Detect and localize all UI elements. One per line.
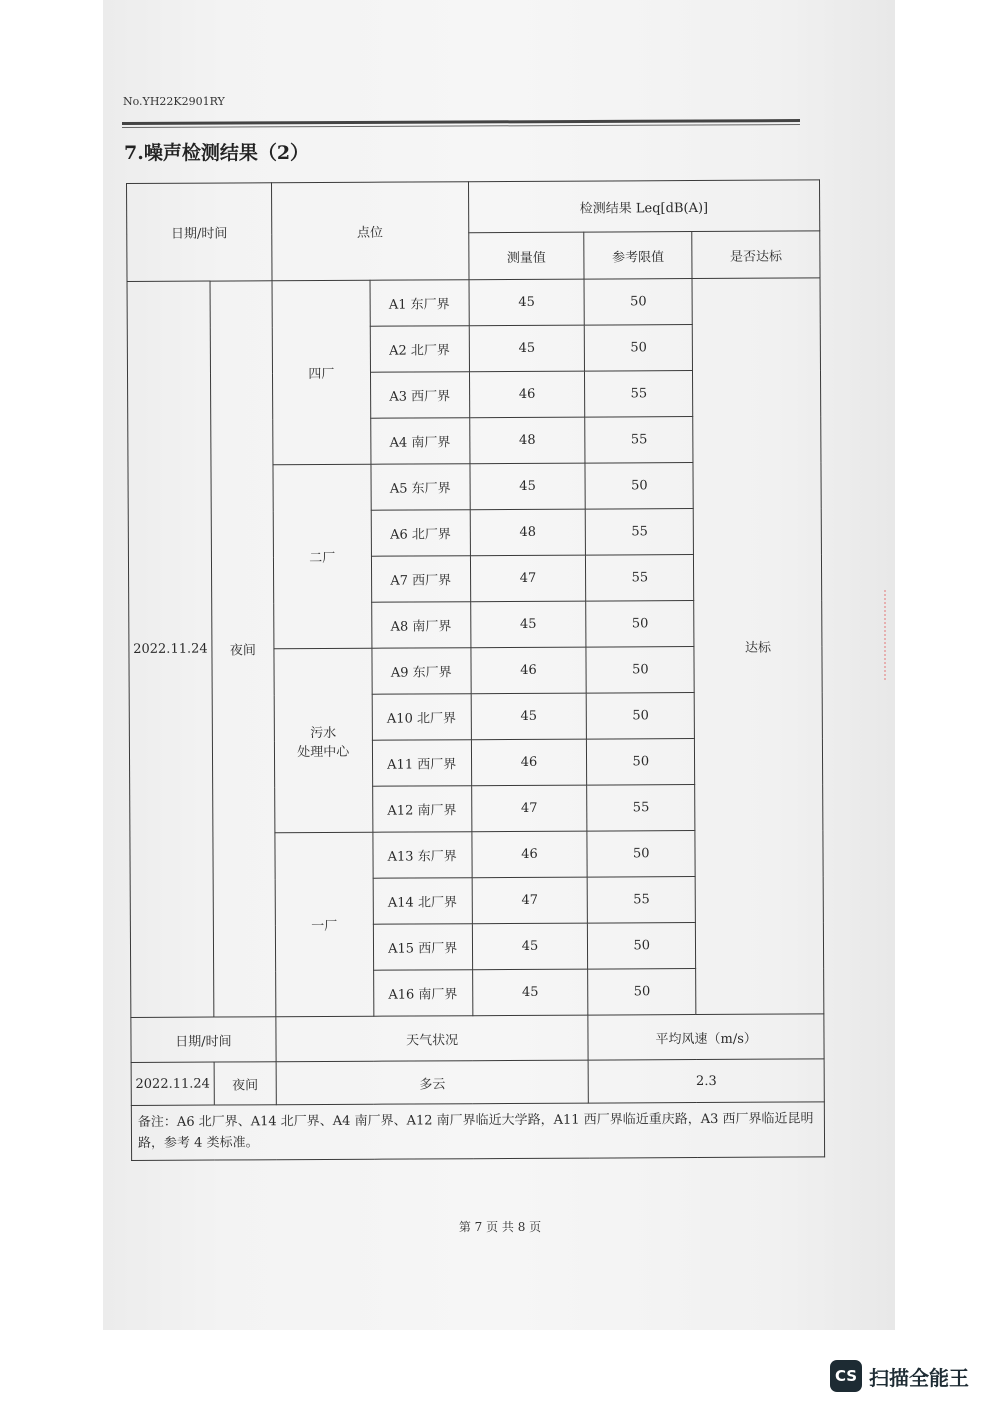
limit-cell: 55: [585, 417, 693, 464]
measured-cell: 47: [471, 785, 587, 832]
scanner-brand: [830, 1359, 969, 1393]
point-cell: A13 东厂界: [373, 832, 472, 879]
noise-results-table-wrapper: [126, 179, 825, 1161]
document-number: No.YH22K2901RY: [123, 95, 225, 108]
point-cell: A14 北厂界: [373, 878, 472, 925]
measured-cell: 45: [469, 325, 585, 372]
point-cell: A3 西厂界: [370, 372, 469, 419]
limit-cell: 50: [584, 279, 692, 326]
measured-cell: 48: [469, 417, 585, 464]
measured-cell: 45: [469, 279, 585, 326]
measured-cell: 46: [471, 739, 587, 786]
page-footer: 第 7 页 共 8 页: [458, 1220, 542, 1234]
note-text: 备注：A6 北厂界、A14 北厂界、A4 南厂界、A12 南厂界临近大学路，A11 西厂界临近重庆路，A3 西厂界临近昆明路，参考 4 类标准。: [131, 1102, 824, 1161]
limit-cell: 55: [586, 555, 694, 602]
noise-results-table: [126, 179, 825, 1161]
point-cell: A10 北厂界: [372, 694, 471, 741]
measured-cell: 46: [469, 371, 585, 418]
section-title: 7.噪声检测结果（2）: [124, 142, 310, 164]
date-cell: 2022.11.24: [127, 281, 214, 1017]
period-cell: 夜间: [210, 281, 276, 1017]
measured-cell: 45: [472, 969, 588, 1016]
limit-cell: 50: [587, 831, 695, 878]
group-name-line2: 处理中心: [297, 744, 350, 760]
header-row-1: [127, 180, 820, 235]
note-row: [131, 1102, 824, 1161]
header-point: 点位: [271, 182, 468, 281]
point-cell: A2 北厂界: [370, 326, 469, 373]
measured-cell: 45: [470, 463, 586, 510]
group-name-line1: 污水: [310, 725, 337, 741]
group-name: 二厂: [273, 464, 372, 649]
limit-cell: 50: [588, 923, 696, 970]
header-result: 检测结果 Leq[dB(A)]: [468, 180, 820, 233]
point-cell: A15 西厂界: [373, 924, 472, 971]
weather-period: 夜间: [214, 1062, 276, 1105]
wind-value: 2.3: [588, 1059, 824, 1103]
group-name: [274, 648, 373, 833]
weather-header-date-time: 日期/时间: [131, 1017, 276, 1063]
limit-cell: 50: [586, 601, 694, 648]
measured-cell: 45: [470, 601, 586, 648]
limit-cell: 55: [586, 509, 694, 556]
group-name: 一厂: [275, 832, 374, 1017]
point-cell: A8 南厂界: [371, 602, 470, 649]
limit-cell: 50: [585, 325, 693, 372]
measured-cell: 47: [472, 877, 588, 924]
measured-cell: 46: [471, 831, 587, 878]
point-cell: A6 北厂界: [371, 510, 470, 557]
header-compliant: 是否达标: [692, 231, 820, 279]
limit-cell: 50: [585, 463, 693, 510]
point-cell: A4 南厂界: [370, 418, 469, 465]
point-cell: A16 南厂界: [373, 970, 472, 1017]
header-limit: 参考限值: [584, 232, 692, 280]
table-row: [127, 278, 820, 328]
header-date-time: 日期/时间: [127, 183, 272, 282]
point-cell: A5 东厂界: [371, 464, 470, 511]
measured-cell: 45: [471, 693, 587, 740]
weather-value: 多云: [276, 1060, 589, 1105]
point-cell: A12 南厂界: [372, 786, 471, 833]
limit-cell: 50: [586, 647, 694, 694]
limit-cell: 55: [587, 877, 695, 924]
brand-logo-icon: CS: [830, 1360, 862, 1392]
measured-cell: 45: [472, 923, 588, 970]
measured-cell: 48: [470, 509, 586, 556]
measured-cell: 47: [470, 555, 586, 602]
brand-name: 扫描全能王: [869, 1365, 969, 1390]
limit-cell: 55: [585, 371, 693, 418]
weather-header-wind: 平均风速（m/s）: [588, 1014, 824, 1060]
weather-date: 2022.11.24: [131, 1062, 214, 1105]
measured-cell: 46: [471, 647, 587, 694]
header-measured: 测量值: [468, 232, 584, 280]
limit-cell: 50: [587, 693, 695, 740]
limit-cell: 50: [588, 969, 696, 1016]
weather-header-row: [131, 1014, 824, 1063]
point-cell: A7 西厂界: [371, 556, 470, 603]
weather-header-weather: 天气状况: [276, 1015, 589, 1062]
weather-value-row: [131, 1059, 824, 1106]
compliance-cell: 达标: [692, 278, 824, 1015]
point-cell: A11 西厂界: [372, 740, 471, 787]
limit-cell: 55: [587, 785, 695, 832]
stamp-edge-mark: [884, 590, 894, 680]
point-cell: A9 东厂界: [372, 648, 471, 695]
group-name: 四厂: [272, 280, 371, 465]
limit-cell: 50: [587, 739, 695, 786]
point-cell: A1 东厂界: [370, 280, 469, 327]
